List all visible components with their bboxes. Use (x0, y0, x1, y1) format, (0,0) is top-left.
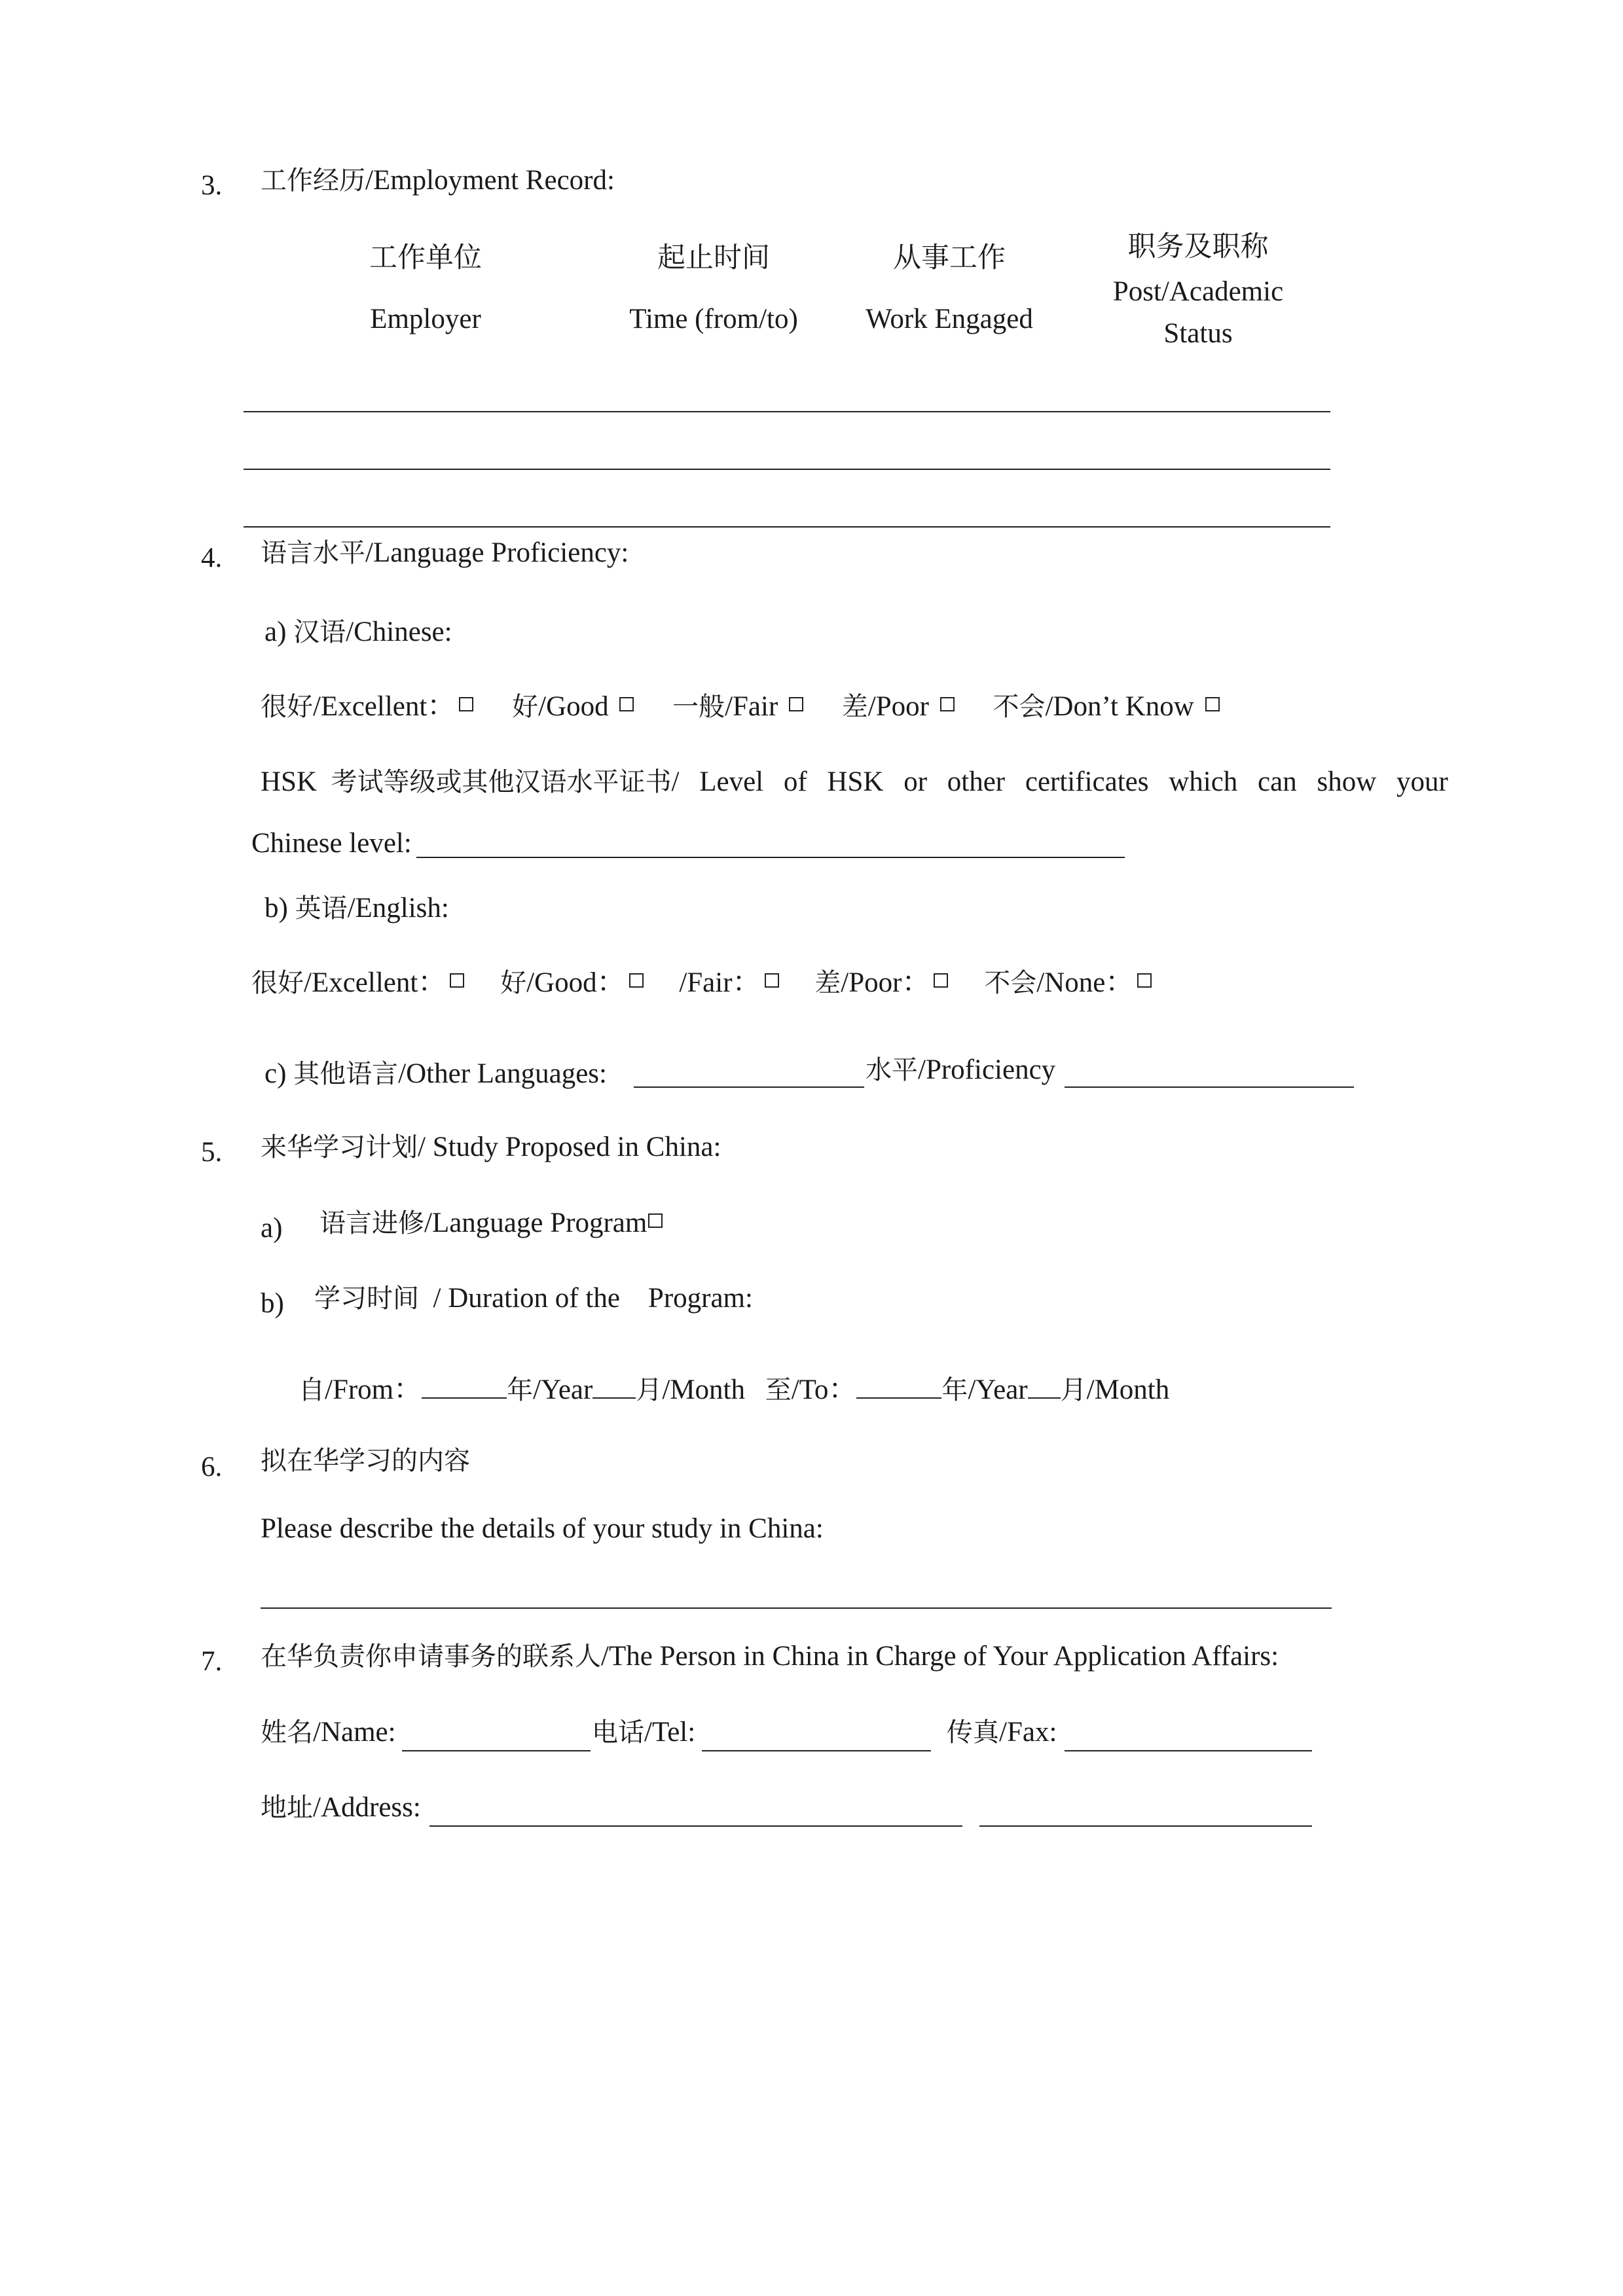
hsk-line-2-label: Chinese level: (251, 828, 412, 859)
checkbox-chinese-fair[interactable] (789, 697, 803, 711)
other-languages-field[interactable] (634, 1086, 864, 1088)
english-good[interactable]: 好/Good： (500, 967, 644, 998)
employment-line-2[interactable] (244, 469, 1330, 470)
contact-fax-field[interactable] (1065, 1750, 1312, 1751)
english-excellent[interactable]: 很好/Excellent： (251, 967, 464, 998)
col-employer-en: Employer (370, 304, 481, 334)
checkbox-english-fair[interactable] (765, 973, 779, 988)
employment-line-1[interactable] (244, 411, 1330, 412)
to-month-field[interactable] (1028, 1397, 1061, 1399)
study-details-field[interactable] (261, 1607, 1332, 1609)
language-program-option[interactable]: 语言进修/Language Program (319, 1209, 663, 1237)
s5-b-label: b) (261, 1288, 284, 1319)
col-time-en: Time (from/to) (629, 304, 798, 334)
s5-title: 来华学习计划/ Study Proposed in China: (261, 1132, 721, 1162)
chinese-subheading: a) 汉语/Chinese: (264, 617, 452, 647)
duration-label: 学习时间 / Duration of the Program: (314, 1283, 753, 1314)
hsk-line-1: HSK 考试等级或其他汉语水平证书 / Level of HSK or other certificates which can show your (261, 766, 1448, 797)
col-time-cn: 起止时间 (657, 242, 770, 274)
contact-address-field-1[interactable] (429, 1825, 962, 1827)
english-fair[interactable]: /Fair： (679, 967, 778, 998)
contact-name-label: 姓名/Name: (261, 1717, 396, 1748)
col-work-cn: 从事工作 (893, 242, 1006, 274)
checkbox-chinese-good[interactable] (619, 697, 634, 711)
from-month-field[interactable] (593, 1397, 636, 1399)
employment-line-3[interactable] (244, 526, 1330, 528)
checkbox-chinese-dont-know[interactable] (1205, 697, 1220, 711)
checkbox-english-poor[interactable] (934, 973, 948, 988)
contact-address-label: 地址/Address: (261, 1792, 421, 1823)
s5-number: 5. (201, 1137, 223, 1168)
checkbox-english-excellent[interactable] (450, 973, 464, 988)
contact-name-field[interactable] (402, 1750, 591, 1751)
contact-tel-label: 电话/Tel: (592, 1717, 696, 1748)
s7-number: 7. (201, 1646, 223, 1677)
contact-address-field-2[interactable] (979, 1825, 1312, 1827)
s3-title: 工作经历/Employment Record: (261, 165, 615, 196)
english-subheading: b) 英语/English: (264, 893, 449, 924)
s6-number: 6. (201, 1452, 223, 1482)
chinese-good[interactable]: 好/Good (512, 691, 634, 722)
col-post-en: Post/Academic (1112, 276, 1284, 307)
chinese-fair[interactable]: 一般/Fair (672, 691, 803, 722)
chinese-levels-row (261, 692, 1220, 721)
checkbox-chinese-excellent[interactable] (459, 697, 473, 711)
col-work-en: Work Engaged (866, 304, 1033, 334)
checkbox-english-good[interactable] (629, 973, 644, 988)
s6-title: 拟在华学习的内容 (261, 1446, 470, 1476)
s3-number: 3. (201, 170, 223, 201)
to-year-field[interactable] (856, 1397, 941, 1399)
other-languages-proficiency-label: 水平/Proficiency (866, 1054, 1056, 1085)
english-levels-row (251, 969, 1152, 997)
other-languages-proficiency-field[interactable] (1065, 1086, 1354, 1088)
s4-number: 4. (201, 543, 223, 573)
col-post-cn: 职务及职称 (1127, 230, 1269, 263)
col-post-en2: Status (1163, 318, 1233, 349)
chinese-dont-know[interactable]: 不会/Don’t Know (993, 691, 1219, 722)
contact-tel-field[interactable] (702, 1750, 931, 1751)
s4-title: 语言水平/Language Proficiency: (261, 537, 629, 568)
chinese-poor[interactable]: 差/Poor (842, 691, 955, 722)
english-none[interactable]: 不会/None： (984, 967, 1152, 998)
other-languages-label: c) 其他语言/Other Languages: (264, 1058, 607, 1089)
duration-from-row: 自/From： 年/Year 月/Month 至/To： 年/Year 月/Month (299, 1374, 1170, 1405)
s5-a-label: a) (261, 1213, 283, 1244)
checkbox-language-program[interactable] (648, 1213, 663, 1228)
checkbox-english-none[interactable] (1137, 973, 1152, 988)
contact-fax-label: 传真/Fax: (947, 1717, 1057, 1748)
s6-description: Please describe the details of your study in China: (261, 1513, 824, 1544)
col-employer-cn: 工作单位 (369, 242, 482, 274)
hsk-level-field[interactable] (416, 857, 1125, 858)
chinese-excellent[interactable]: 很好/Excellent： (261, 691, 473, 722)
checkbox-chinese-poor[interactable] (940, 697, 955, 711)
english-poor[interactable]: 差/Poor： (814, 967, 948, 998)
s7-title: 在华负责你申请事务的联系人/The Person in China in Charge of Your Application Affairs: (261, 1641, 1279, 1672)
from-year-field[interactable] (422, 1397, 507, 1399)
